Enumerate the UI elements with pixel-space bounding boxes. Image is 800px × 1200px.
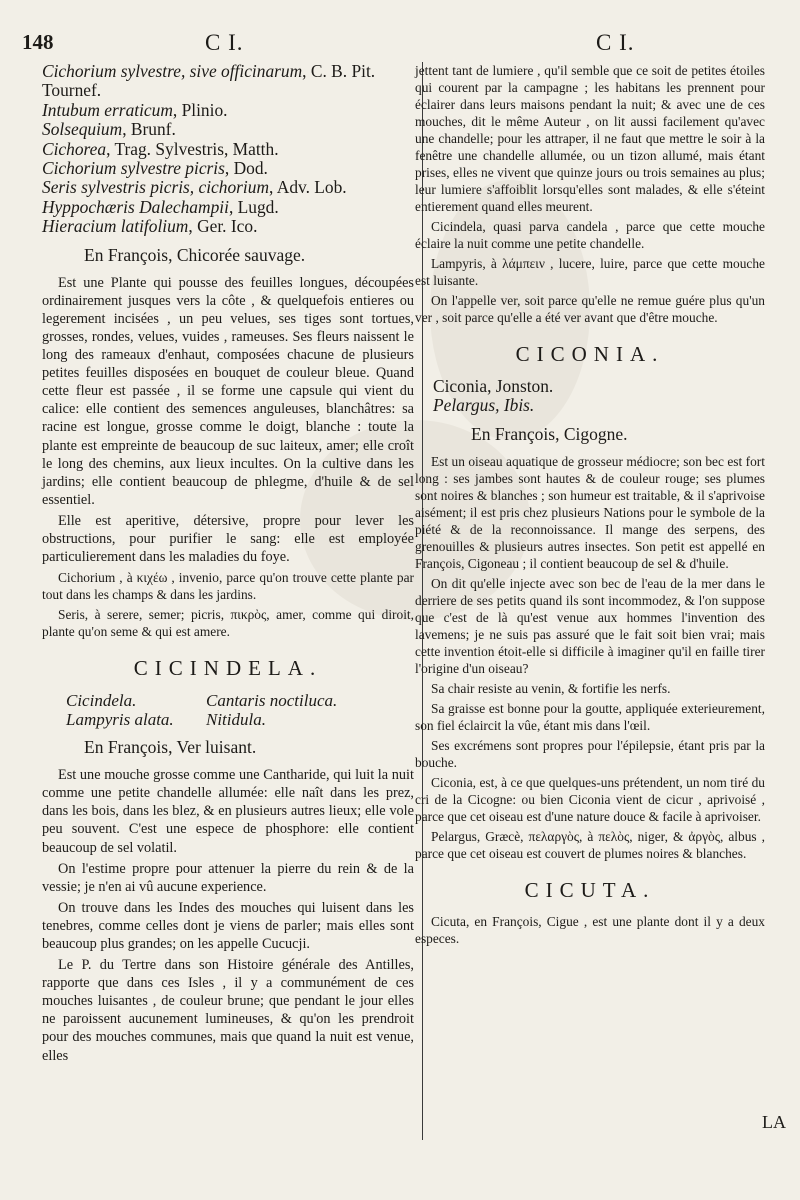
synonym: Lampyris alata. bbox=[66, 710, 174, 730]
synonym-line: Cichorium sylvestre picris, Dod. bbox=[42, 158, 268, 179]
paragraph: Cicuta, en François, Cigue , est une plante dont il y a deux especes. bbox=[415, 913, 765, 946]
paragraph: Est une mouche grosse comme une Cantharide, qui luit la nuit comme une petite chandelle allumée: elle naît dans les prez, dans les bois, dans les blez, & en plusieurs autres lieux; elle vole peu souvent. C'est une espece de phosphore: elle contient beaucoup de sel volatil. bbox=[42, 767, 414, 856]
catchword: LA bbox=[762, 1112, 786, 1132]
synonym-line: Ciconia, Jonston. bbox=[433, 376, 554, 396]
synonym-line: Intubum erraticum, Plinio. bbox=[42, 99, 228, 120]
synonym-list bbox=[42, 62, 414, 237]
synonym: Nitidula. bbox=[206, 710, 266, 730]
synonym-line: Hyppochæris Dalechampii, Lugd. bbox=[42, 196, 279, 217]
right-column bbox=[415, 62, 765, 950]
page-number: 148 bbox=[22, 30, 54, 54]
paragraph: On dit qu'elle injecte avec son bec de l'eau de la mer dans le derriere de ses petits quand ils sont incommodez, & l'on suppose que c'est de là qu'est venue aux hommes l'invention des lavemens; je ne suis pas assuré que le fait soit bien vrai; mais cette invention étoit-elle si difficile à imaginer qu'il en faille tirer l'origine d'un oiseau? bbox=[415, 575, 765, 676]
paragraph: Est une Plante qui pousse des feuilles longues, découpées ordinairement jusques vers la côte , & quelquefois entieres ou legerement incisées , un peu velues, ses tiges sont tortues, grosses, rondes, velues, vuides , rameuses. Ses fleurs naissent le long des rameaux d'enhaut, composées chacune de plusieurs petites feuilles disposées en bouquet de couleur bleue. Quand cette fleur est passée , il se forme une capsule qui vient du calice: elle contient des semences anguleuses, blanchâtres: sa racine est longue, grosse comme le doigt, blanche : toute la plante est empreinte de beaucoup de suc laiteux, amer; elle croît le long des chemins, aux lieux incultes. On la cultive dans les jardins; elle contient beaucoup de phlegme, d'huile & de sel essentiel. bbox=[42, 274, 414, 508]
synonym-line: Cichorea, Trag. Sylvestris, Matth. bbox=[42, 138, 279, 159]
synonym: Cantaris noctiluca. bbox=[206, 691, 338, 711]
synonym-grid bbox=[66, 691, 414, 729]
etymology-paragraph: Cichorium , à κιχέω , invenio, parce qu'on trouve cette plante par tout dans les champs & dans les jardins. bbox=[42, 570, 414, 603]
continued-text bbox=[415, 62, 765, 215]
etymology-paragraph: Pelargus, Græcè, πελαργὸς, à πελὸς, niger, & ἀργὸς, albus , parce que cet oiseau est couvert de plumes noires & blanches. bbox=[415, 828, 765, 861]
running-head-left: C I. bbox=[205, 30, 244, 55]
running-head-right: C I. bbox=[596, 30, 635, 55]
paragraph: Est un oiseau aquatique de grosseur médiocre; son bec est fort long : ses jambes sont hautes & de couleur rouge; ses plumes sont noires & blanches ; son humeur est traitable, & il s'aprivoise aisément; il est pris chez plusieurs Nations pour le symbole de la piété & de la reconnoissance. Il mange des serpens, des grenouilles & plusieurs autres insectes. Son petit est appellé en François, Cigoneau ; il contient beaucoup de sel & d'huile. bbox=[415, 453, 765, 571]
synonym-line: Hieracium latifolium, Ger. Ico. bbox=[42, 216, 258, 237]
etymology-paragraph: Seris, à serere, semer; picris, πικρὸς, amer, comme qui diroit, plante qu'on seme & qui est amere. bbox=[42, 607, 414, 640]
synonym-line: Cichorium sylvestre, sive officinarum, C. B. Pit. Tournef. bbox=[42, 61, 376, 101]
synonym-line: Pelargus, Ibis. bbox=[433, 395, 535, 416]
paragraph: jettent tant de lumiere , qu'il semble que ce soit de petites étoiles qui courent par la campagne ; les habitans les prennent pour éclairer dans leurs maisons pendant la nuit; & avec une de ces mouches, dit le même Auteur , on lit aussi facilement qu'avec une chandelle; pour les attraper, il ne faut que mettre le soir à la fenêtre une chandelle allumée, ou un tizon allumé, mais étant prises, elles ne vivent que quinze jours ou trois semaines au plus; leur lumiere s'affoiblit lorsqu'elles sont malades, & elle s'éteint entierement quand elles meurent. bbox=[415, 63, 765, 214]
etymology-paragraph: Ciconia, est, à ce que quelques-uns prétendent, un nom tiré du cri de la Cicogne: ou bien Ciconia vient de cicur , aprivoisé , parce que cet oiseau est d'une nature douce & facile à aprivoiser. bbox=[415, 774, 765, 824]
entry-title: CICUTA. bbox=[524, 877, 656, 902]
paragraph: Sa chair resiste au venin, & fortifie les nerfs. bbox=[431, 680, 671, 696]
paragraph: On l'estime propre pour attenuer la pierre du rein & de la vessie; je n'en ai vû aucune experience. bbox=[42, 860, 414, 895]
etymology-paragraph: Lampyris, à λάμπειν , lucere, luire, parce que cette mouche est luisante. bbox=[415, 256, 765, 288]
paragraph: Sa graisse est bonne pour la goutte, appliquée exterieurement, son fiel éclaircit la vûe, étant mis dans l'œil. bbox=[415, 700, 765, 733]
synonym-line: Solsequium, Brunf. bbox=[42, 119, 176, 140]
paragraph: Ses excrémens sont propres pour l'épilepsie, étant pris par la bouche. bbox=[415, 737, 765, 770]
french-name: En François, Cigogne. bbox=[471, 423, 628, 444]
paragraph: Elle est aperitive, détersive, propre pour lever les obstructions, pour purifier le sang: elle est employée particulierement dans les maladies du foye. bbox=[42, 512, 414, 566]
synonym: Cicindela. bbox=[66, 691, 137, 711]
entry-title: CICONIA. bbox=[515, 342, 665, 366]
french-name: En François, Chicorée sauvage. bbox=[84, 244, 306, 265]
entry-title: CICINDELA. bbox=[133, 656, 323, 681]
paragraph: On trouve dans les Indes des mouches qui luisent dans les tenebres, comme celles dont je viens de parler; mais elles sont beaucoup plus grandes; on les appelle Cucucji. bbox=[42, 899, 414, 952]
paragraph: On l'appelle ver, soit parce qu'elle ne remue guére plus qu'un ver , soit parce qu'elle a été ver avant que d'être mouche. bbox=[415, 293, 765, 325]
synonym-line: Seris sylvestris picris, cichorium, Adv. Lob. bbox=[42, 177, 347, 198]
left-column bbox=[42, 62, 414, 1068]
paragraph: Le P. du Tertre dans son Histoire générale des Antilles, rapporte que dans ces Isles , il y a communément de ces mouches luisantes , de couleur brune; que pendant le jour elles ne paroissent aucunement lumineuses, & qu'on les prendroit pour des mouches communes, mais que quand la nuit est venue, elles bbox=[42, 957, 414, 1064]
french-name: En François, Ver luisant. bbox=[84, 737, 257, 758]
etymology-paragraph: Cicindela, quasi parva candela , parce que cette mouche éclaire la nuit comme une petite chandelle. bbox=[415, 219, 765, 251]
